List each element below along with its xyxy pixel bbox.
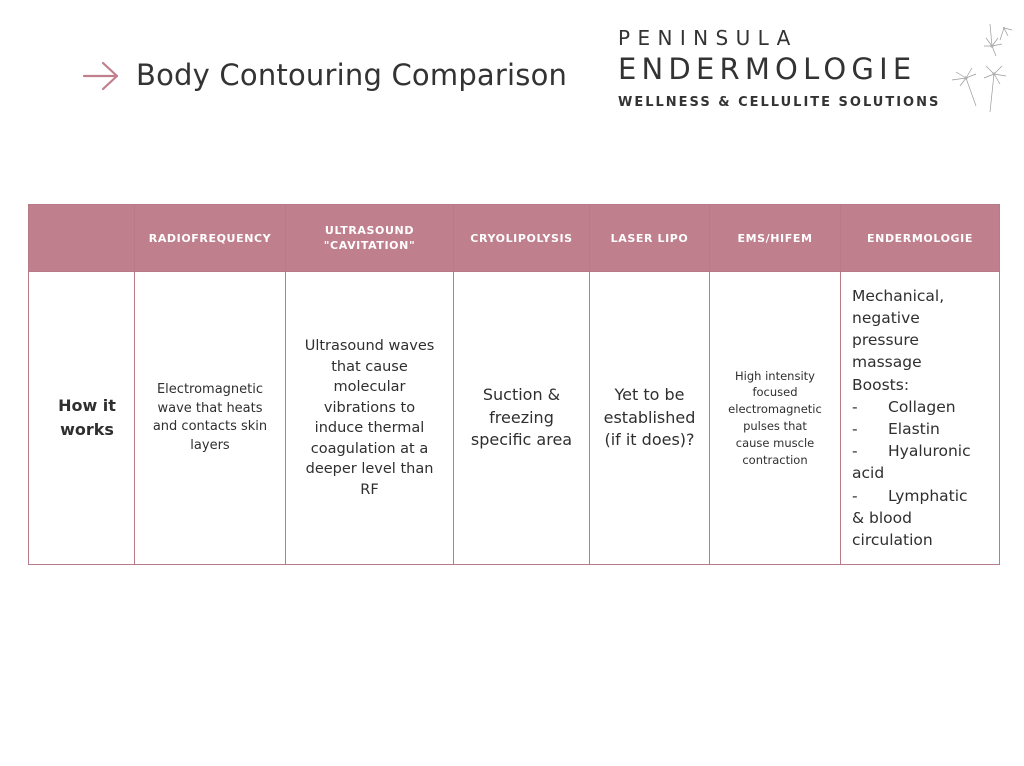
endermologie-intro-line: pressure bbox=[852, 331, 919, 350]
endermologie-intro-line: Boosts: bbox=[852, 375, 910, 394]
dandelion-icon bbox=[946, 16, 1018, 116]
column-header-endermologie: ENDERMOLOGIE bbox=[841, 205, 1000, 272]
cell-ems-hifem: High intensity focused electromagnetic pulses that cause muscle contraction bbox=[710, 272, 841, 565]
column-header-laser-lipo: LASER LIPO bbox=[590, 205, 710, 272]
column-header-ems-hifem: EMS/HIFEM bbox=[710, 205, 841, 272]
endermologie-wrap-line: circulation bbox=[852, 531, 933, 550]
endermologie-bullet: - Collagen bbox=[852, 397, 956, 416]
table-header-row bbox=[29, 205, 1000, 272]
cell-radiofrequency: Electromagnetic wave that heats and contacts skin layers bbox=[135, 272, 286, 565]
column-header-radiofrequency: RADIOFREQUENCY bbox=[135, 205, 286, 272]
cell-ultrasound: Ultrasound waves that cause molecular vibrations to induce thermal coagulation at a deeper level than RF bbox=[286, 272, 454, 565]
endermologie-bullet: - Hyaluronic bbox=[852, 442, 971, 461]
endermologie-wrap-line: & blood bbox=[852, 508, 912, 527]
endermologie-intro-line: Mechanical, bbox=[852, 286, 945, 305]
logo-line-peninsula: PENINSULA bbox=[618, 26, 798, 50]
endermologie-wrap-line: acid bbox=[852, 464, 885, 483]
endermologie-bullet: - Elastin bbox=[852, 420, 940, 438]
cell-laser-lipo: Yet to be established (if it does)? bbox=[590, 272, 710, 565]
column-header-empty bbox=[29, 205, 135, 272]
page-title: Body Contouring Comparison bbox=[136, 58, 568, 92]
arrow-right-icon bbox=[82, 58, 122, 94]
endermologie-bullet: - Lymphatic bbox=[852, 486, 968, 505]
column-header-ultrasound: ULTRASOUND "CAVITATION" bbox=[286, 205, 454, 272]
cell-endermologie bbox=[841, 272, 1000, 565]
cell-cryolipolysis: Suction & freezing specific area bbox=[454, 272, 590, 565]
logo-tagline: WELLNESS & CELLULITE SOLUTIONS bbox=[618, 95, 941, 110]
comparison-table bbox=[28, 204, 1000, 565]
endermologie-intro-line: massage bbox=[852, 353, 922, 372]
logo-line-endermologie: ENDERMOLOGIE bbox=[618, 52, 917, 86]
row-label-how-it-works: How it works bbox=[29, 272, 135, 565]
column-header-cryolipolysis: CRYOLIPOLYSIS bbox=[454, 205, 590, 272]
table-row-how-it-works bbox=[29, 272, 1000, 565]
endermologie-intro-line: negative bbox=[852, 308, 920, 327]
